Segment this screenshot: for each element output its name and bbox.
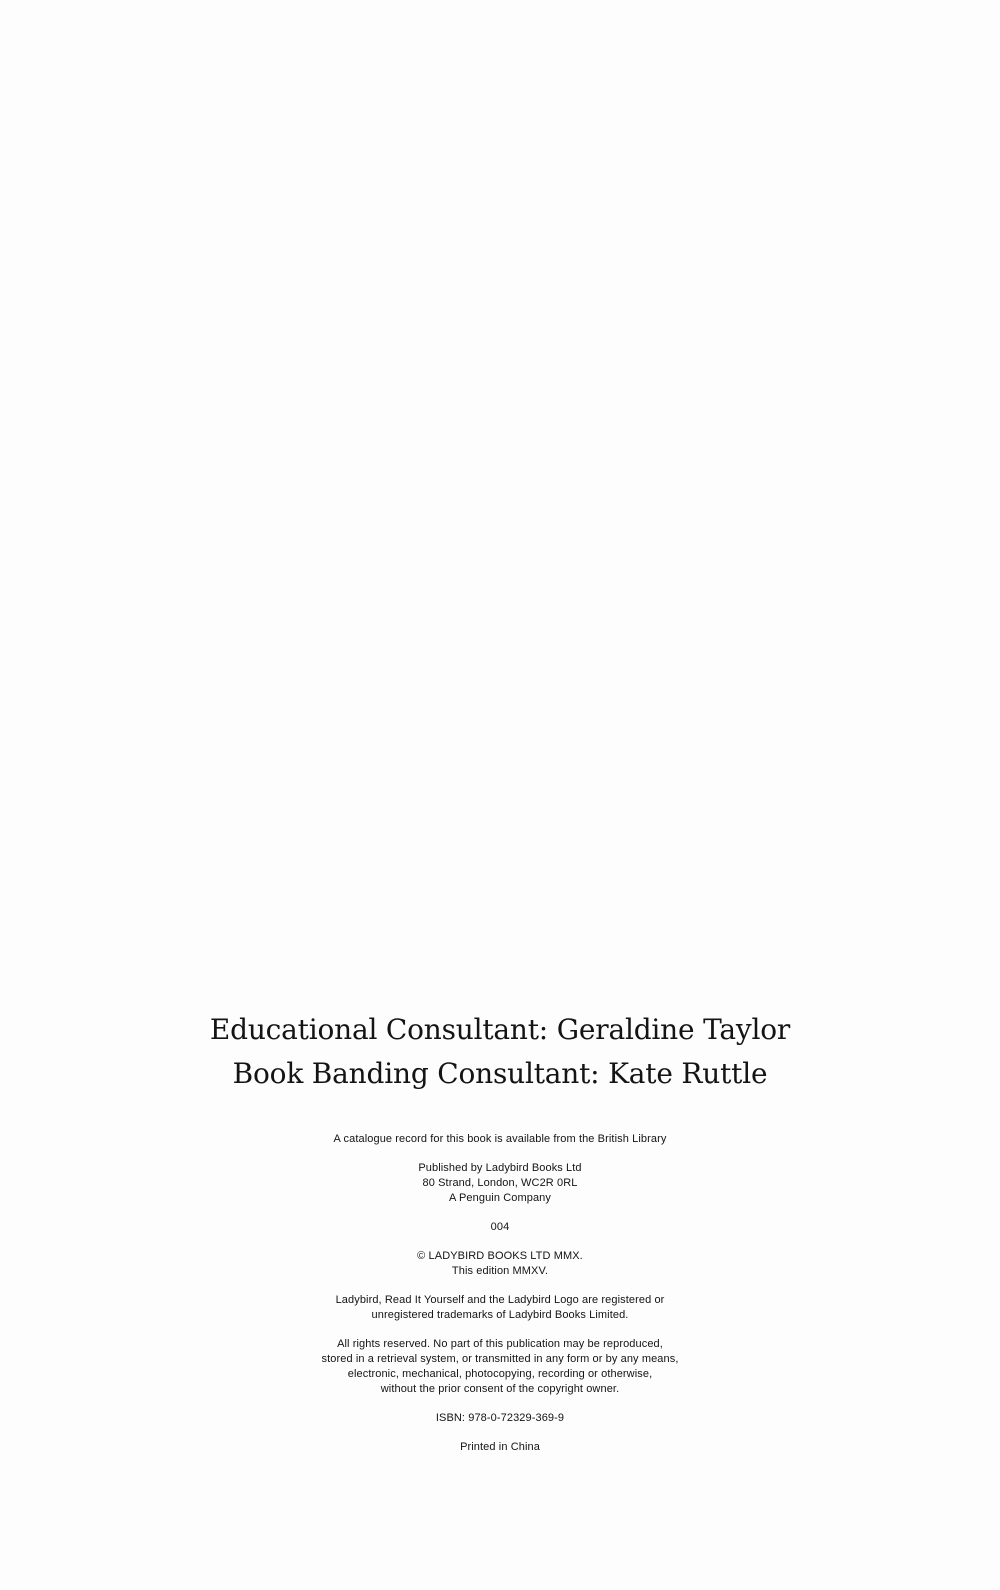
copyright-block <box>0 1249 1000 1279</box>
edition-line: This edition MMXV. <box>451 1265 549 1277</box>
trademarks-line: Ladybird, Read It Yourself and the Ladybird Logo are registered or <box>335 1294 665 1306</box>
copyright-imprint <box>0 1132 1000 1469</box>
catalogue-record-line: A catalogue record for this book is available from the British Library <box>333 1133 667 1145</box>
book-banding-consultant-credit: Book Banding Consultant: Kate Ruttle <box>232 1057 768 1090</box>
publisher-company-line: A Penguin Company <box>449 1192 551 1204</box>
isbn: ISBN: 978-0-72329-369-9 <box>435 1412 565 1424</box>
educational-consultant-credit: Educational Consultant: Geraldine Taylor <box>209 1013 791 1046</box>
publisher-address-line: 80 Strand, London, WC2R 0RL <box>422 1177 578 1189</box>
printed-in-block <box>0 1440 1000 1455</box>
rights-line: All rights reserved. No part of this publication may be reproduced, <box>337 1338 663 1350</box>
rights-line: electronic, mechanical, photocopying, recording or otherwise, <box>347 1368 653 1380</box>
catalogue-record-block <box>0 1132 1000 1147</box>
trademarks-block <box>0 1293 1000 1323</box>
print-number: 004 <box>490 1221 510 1233</box>
printed-in: Printed in China <box>460 1441 540 1453</box>
publisher-block <box>0 1161 1000 1206</box>
print-number-block <box>0 1220 1000 1235</box>
trademarks-line: unregistered trademarks of Ladybird Books Limited. <box>371 1309 629 1321</box>
rights-line: without the prior consent of the copyright owner. <box>380 1383 620 1395</box>
rights-line: stored in a retrieval system, or transmitted in any form or by any means, <box>321 1353 679 1365</box>
isbn-block <box>0 1411 1000 1426</box>
publisher-line: Published by Ladybird Books Ltd <box>418 1162 582 1174</box>
copyright-line: © LADYBIRD BOOKS LTD MMX. <box>417 1250 583 1262</box>
consultant-credits <box>0 1008 1000 1096</box>
rights-block <box>0 1337 1000 1397</box>
